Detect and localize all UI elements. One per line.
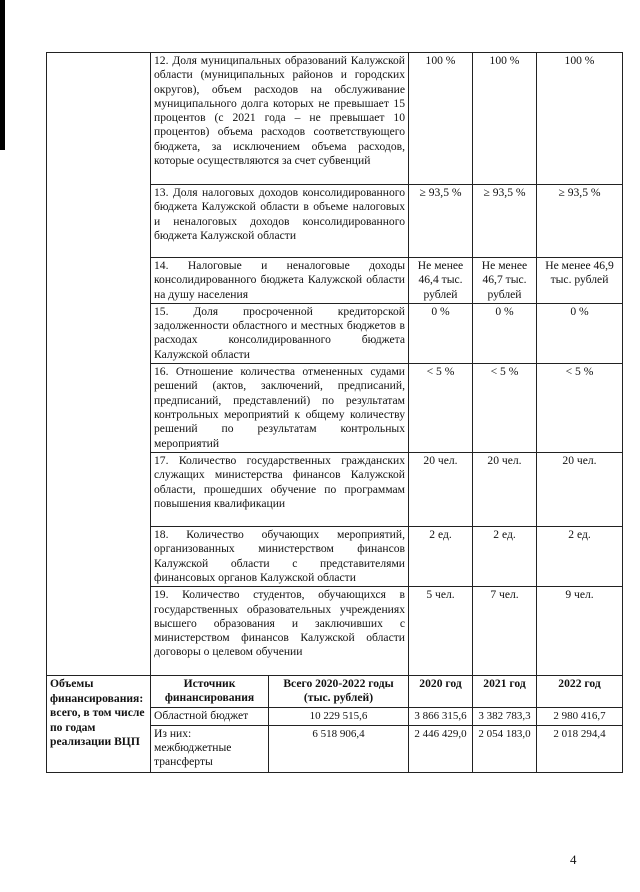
funding-2021: 3 382 783,3 [473,708,537,725]
value-2020: ≥ 93,5 % [409,185,473,258]
value-2021: 100 % [473,53,537,185]
year-2022-header: 2022 год [537,676,623,708]
value-2021: 0 % [473,303,537,363]
total-header: Всего 2020-2022 годы (тыс. рублей) [269,676,409,708]
value-2022: 100 % [537,53,623,185]
funding-source: Из них: межбюджетные трансферты [151,725,269,772]
indicator-text: 17. Количество государственных гражданских служащих министерства финансов Калужской области, прошедших обучение по программам повышения квалификации [151,453,409,527]
year-2021-header: 2021 год [473,676,537,708]
value-2020: 2 ед. [409,527,473,587]
year-2020-header: 2020 год [409,676,473,708]
value-2020: < 5 % [409,364,473,453]
value-2021: 20 чел. [473,453,537,527]
value-2021: < 5 % [473,364,537,453]
value-2021: 7 чел. [473,587,537,676]
value-2021: 2 ед. [473,527,537,587]
indicator-text: 19. Количество студентов, обучающихся в государственных образовательных учреждениях высшего образования и заключивших с министерством финансов Калужской области договоры о целевом обучении [151,587,409,676]
funding-label: Объемы финансирования: всего, в том числе по годам реализации ВЦП [47,676,151,772]
funding-total: 10 229 515,6 [269,708,409,725]
value-2020: 0 % [409,303,473,363]
program-table [46,52,623,773]
indicator-text: 16. Отношение количества отмененных судами решений (актов, заключений, предписаний, предписаний, представлений) по результатам контрольных мероприятий к общему количеству решений по результатам контрольных мероприятий [151,364,409,453]
value-2022: ≥ 93,5 % [537,185,623,258]
value-2020: 100 % [409,53,473,185]
indicator-text: 15. Доля просроченной кредиторской задолженности областного и местных бюджетов в расходах консолидированного бюджета Калужской области [151,303,409,363]
funding-2020: 2 446 429,0 [409,725,473,772]
value-2022: Не менее 46,9 тыс. рублей [537,258,623,304]
source-header: Источник финансирования [151,676,269,708]
scan-edge-mark [0,0,5,150]
value-2021: ≥ 93,5 % [473,185,537,258]
indicator-text: 12. Доля муниципальных образований Калужской области (муниципальных районов и городских округов), объем расходов на обслуживание муниципального долга которых не превышает 15 процентов (с 2021 года – не превышает 10 процентов) объема расходов соответствующего бюджета, за исключением объема расходов, которые осуществляются за счет субвенций [151,53,409,185]
indicator-row-12 [47,53,623,185]
funding-2022: 2 018 294,4 [537,725,623,772]
funding-source: Областной бюджет [151,708,269,725]
funding-2021: 2 054 183,0 [473,725,537,772]
funding-total: 6 518 906,4 [269,725,409,772]
value-2021: Не менее 46,7 тыс. рублей [473,258,537,304]
value-2022: 2 ед. [537,527,623,587]
funding-2020: 3 866 315,6 [409,708,473,725]
value-2020: 5 чел. [409,587,473,676]
left-empty-cell [47,53,151,676]
value-2022: 0 % [537,303,623,363]
value-2022: 20 чел. [537,453,623,527]
indicator-text: 14. Налоговые и неналоговые доходы консолидированного бюджета Калужской области на душу населения [151,258,409,304]
indicator-text: 18. Количество обучающих мероприятий, организованных министерством финансов Калужской области с представителями финансовых органов Калужской области [151,527,409,587]
value-2020: Не менее 46,4 тыс. рублей [409,258,473,304]
indicator-text: 13. Доля налоговых доходов консолидированного бюджета Калужской области в объеме налоговых и неналоговых доходов консолидированного бюджета Калужской области [151,185,409,258]
value-2022: < 5 % [537,364,623,453]
page-number: 4 [570,852,577,867]
value-2020: 20 чел. [409,453,473,527]
funding-2022: 2 980 416,7 [537,708,623,725]
value-2022: 9 чел. [537,587,623,676]
funding-header-row [47,676,623,708]
